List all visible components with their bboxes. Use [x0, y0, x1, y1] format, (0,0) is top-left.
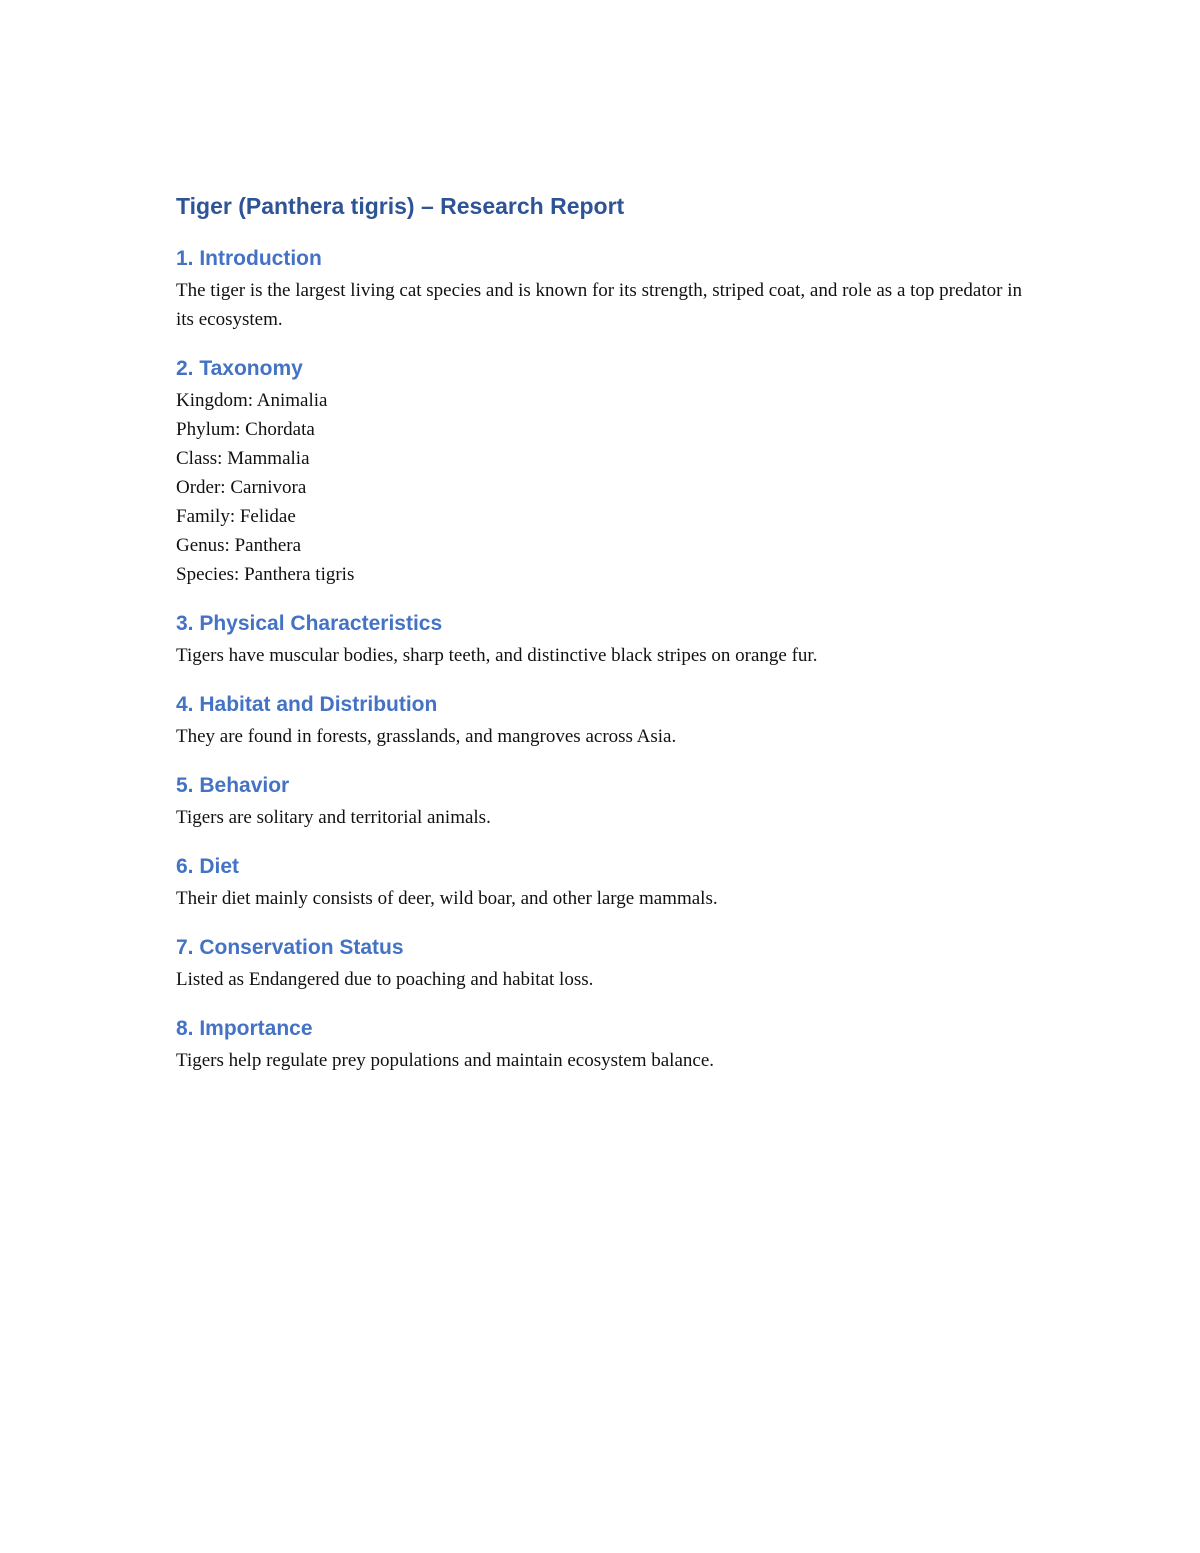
section-text-importance: Tigers help regulate prey populations and maintain ecosystem balance.: [176, 1050, 715, 1071]
taxonomy-kingdom: Kingdom: Animalia: [176, 390, 328, 411]
section-importance: [176, 1014, 1036, 1075]
section-heading-taxonomy: 2. Taxonomy: [176, 357, 303, 380]
document-title: Tiger (Panthera tigris) – Research Report: [176, 193, 625, 219]
taxonomy-class: Class: Mammalia: [176, 448, 310, 469]
section-physical-characteristics: [176, 609, 1036, 670]
section-text-behavior: Tigers are solitary and territorial animals.: [176, 807, 491, 828]
taxonomy-list: [176, 386, 1036, 589]
section-text-physical-characteristics: Tigers have muscular bodies, sharp teeth, and distinctive black stripes on orange fur.: [176, 645, 818, 666]
section-text-introduction: The tiger is the largest living cat species and is known for its strength, striped coat, and role as a top predator in its ecosystem.: [176, 280, 1022, 330]
section-heading-behavior: 5. Behavior: [176, 774, 290, 797]
section-taxonomy: [176, 354, 1036, 589]
taxonomy-family: Family: Felidae: [176, 506, 296, 527]
taxonomy-order: Order: Carnivora: [176, 477, 307, 498]
section-text-diet: Their diet mainly consists of deer, wild boar, and other large mammals.: [176, 888, 718, 909]
taxonomy-species: Species: Panthera tigris: [176, 564, 355, 585]
section-heading-importance: 8. Importance: [176, 1017, 313, 1040]
taxonomy-phylum: Phylum: Chordata: [176, 419, 315, 440]
section-text-conservation-status: Listed as Endangered due to poaching and habitat loss.: [176, 969, 594, 990]
section-diet: [176, 852, 1036, 913]
section-behavior: [176, 771, 1036, 832]
section-habitat: [176, 690, 1036, 751]
section-heading-habitat: 4. Habitat and Distribution: [176, 693, 438, 716]
section-heading-conservation-status: 7. Conservation Status: [176, 936, 404, 959]
section-introduction: [176, 244, 1036, 334]
section-heading-introduction: 1. Introduction: [176, 247, 322, 270]
section-text-habitat: They are found in forests, grasslands, and mangroves across Asia.: [176, 726, 677, 747]
section-heading-diet: 6. Diet: [176, 855, 240, 878]
section-heading-physical-characteristics: 3. Physical Characteristics: [176, 612, 443, 635]
document-body: [176, 188, 1036, 1095]
section-conservation-status: [176, 933, 1036, 994]
taxonomy-genus: Genus: Panthera: [176, 535, 302, 556]
